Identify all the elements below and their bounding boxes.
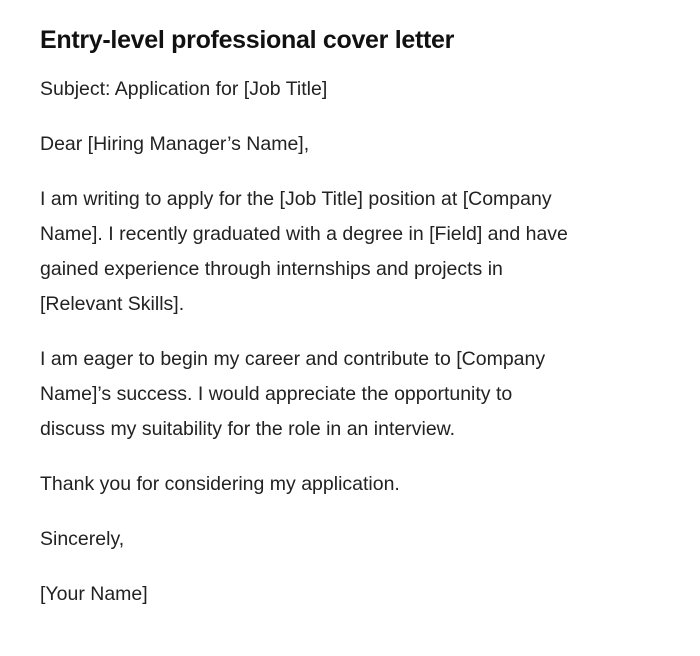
body-paragraph-1 bbox=[40, 182, 680, 322]
closing: Sincerely, bbox=[40, 528, 125, 550]
signature: [Your Name] bbox=[40, 583, 148, 605]
paragraph-line: I am eager to begin my career and contribute to [Company bbox=[40, 348, 546, 370]
paragraph-line: Name]’s success. I would appreciate the opportunity to bbox=[40, 383, 513, 405]
paragraph-line: I am writing to apply for the [Job Title] position at [Company bbox=[40, 188, 552, 210]
cover-letter-document bbox=[40, 22, 680, 632]
subject-line: Subject: Application for [Job Title] bbox=[40, 78, 328, 100]
paragraph-line: Name]. I recently graduated with a degree in [Field] and have bbox=[40, 223, 568, 245]
paragraph-line: [Relevant Skills]. bbox=[40, 293, 185, 315]
paragraph-line: discuss my suitability for the role in an interview. bbox=[40, 418, 456, 440]
body-paragraph-2 bbox=[40, 342, 680, 447]
thanks-line: Thank you for considering my application. bbox=[40, 473, 400, 495]
paragraph-line: gained experience through internships and projects in bbox=[40, 258, 503, 280]
greeting: Dear [Hiring Manager’s Name], bbox=[40, 133, 310, 155]
document-title: Entry-level professional cover letter bbox=[40, 26, 455, 54]
